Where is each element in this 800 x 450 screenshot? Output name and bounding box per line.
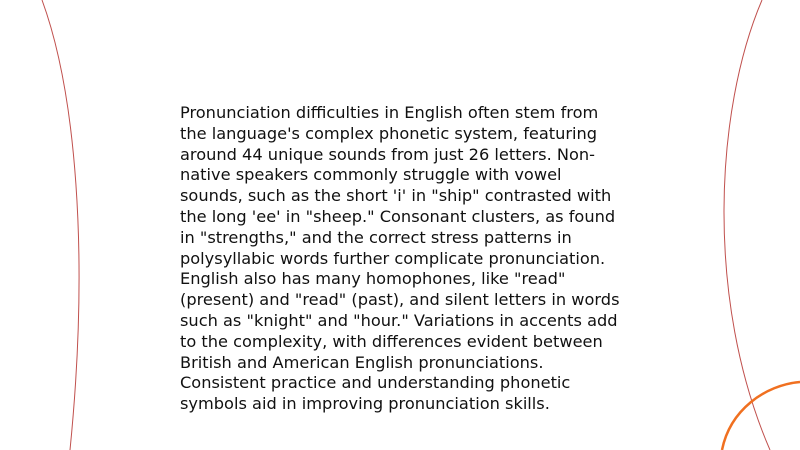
orange-accent-arc [722,382,800,450]
right-decorative-arc [724,0,770,450]
body-paragraph: Pronunciation difficulties in English often stem from the language's complex phonetic system, featuring around 44 unique sounds from just 26 letters. Non- native speakers commonly struggle with vowel sounds, such as the short 'i' in "ship" contrasted with the long 'ee' in "sheep." Consonant clusters, as found in "strengths," and the correct stress patterns in polysyllabic words further complicate pronunciation. English also has many homophones, like "read" (present) and "read" (past), and silent letters in words such as "knight" and "hour." Variations in accents add to the complexity, with differences evident between British and American English pronunciations. Consistent practice and understanding phonetic symbols aid in improving pronunciation skills. [180,103,620,414]
left-decorative-arc [42,0,79,450]
